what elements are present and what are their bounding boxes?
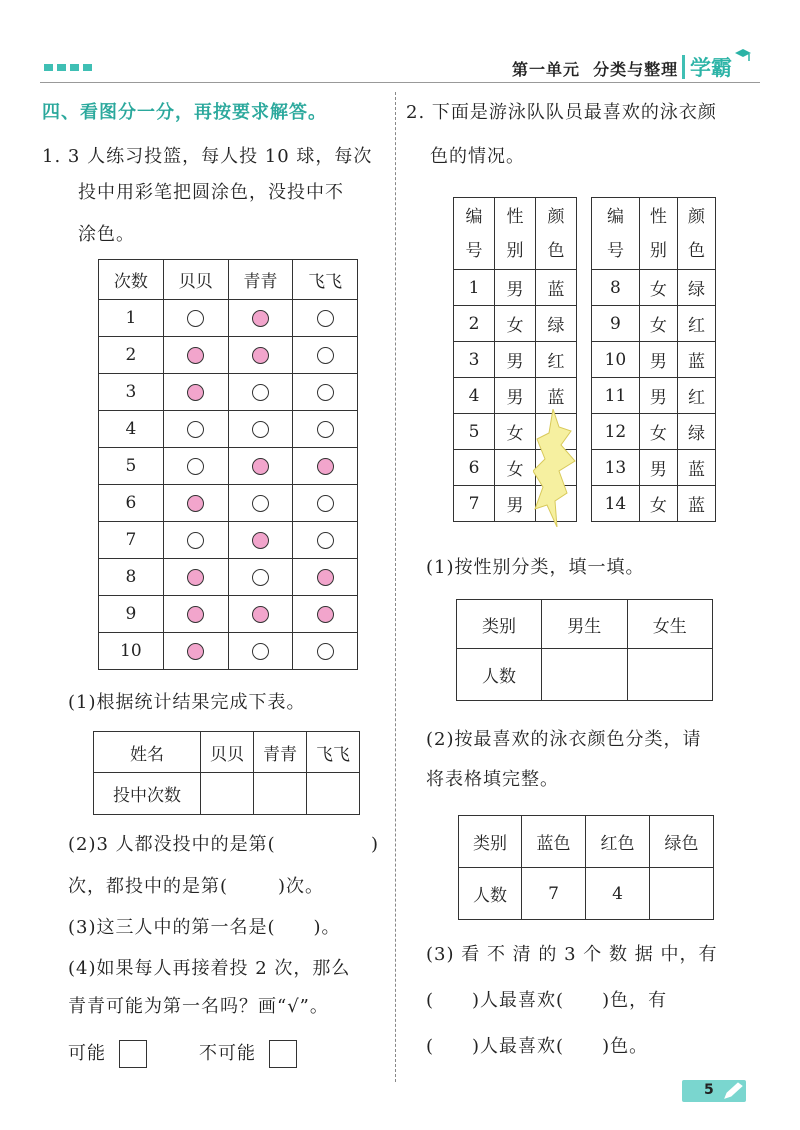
- roster-header-color: [536, 198, 577, 270]
- roster-header-number: [454, 198, 495, 270]
- roster-block: [453, 197, 716, 523]
- roster-header-char: 别: [649, 240, 667, 261]
- roster-cell-color: 绿: [536, 306, 577, 342]
- q2-sub2-b: 将表格填完整。: [426, 769, 559, 790]
- shot-row-number: 7: [99, 522, 164, 559]
- roster-cell-gender: 女: [495, 414, 536, 450]
- shot-cell-feifei: [293, 448, 358, 485]
- roster-row: [592, 378, 716, 414]
- roster-cell-color: 绿: [677, 414, 715, 450]
- torn-smudge-icon: [533, 409, 577, 527]
- empty-circle-icon[interactable]: [317, 643, 334, 660]
- empty-circle-icon[interactable]: [317, 532, 334, 549]
- shot-cell-feifei: [293, 559, 358, 596]
- empty-circle-icon[interactable]: [317, 310, 334, 327]
- empty-circle-icon[interactable]: [317, 421, 334, 438]
- q1-sub2-d: )次。: [278, 876, 325, 897]
- roster-header-char: 性: [649, 206, 667, 227]
- shot-row: [99, 337, 358, 374]
- summary-header-name: 姓名: [94, 732, 201, 773]
- roster-header-char: 颜: [547, 206, 565, 227]
- shot-row-number: 5: [99, 448, 164, 485]
- roster-header-color: [677, 198, 715, 270]
- empty-circle-icon[interactable]: [252, 421, 269, 438]
- roster-row: [592, 450, 716, 486]
- option-possible-label: 可能: [68, 1043, 106, 1064]
- q1-sub2-c: 次，都投中的是第(: [68, 876, 229, 897]
- shot-header-feifei: 飞飞: [293, 260, 358, 300]
- shot-header-qingqing: 青青: [228, 260, 293, 300]
- empty-circle-icon[interactable]: [252, 569, 269, 586]
- q1-text-1: 1. 3 人练习投篮，每人投 10 球，每次: [42, 146, 373, 167]
- color-value-red: 4: [586, 868, 650, 920]
- roster-cell-color: 蓝: [677, 450, 715, 486]
- roster-row: [592, 306, 716, 342]
- gender-header-female: 女生: [627, 600, 713, 649]
- roster-row: [592, 486, 716, 522]
- roster-cell-gender: 女: [495, 306, 536, 342]
- shot-row: [99, 448, 358, 485]
- roster-cell-gender: 男: [639, 378, 677, 414]
- shot-row-number: 2: [99, 337, 164, 374]
- shot-cell-feifei: [293, 485, 358, 522]
- shot-cell-beibei: [163, 559, 228, 596]
- option-impossible-label: 不可能: [199, 1043, 256, 1064]
- summary-header-feifei: 飞飞: [307, 732, 360, 773]
- shot-cell-qingqing: [228, 411, 293, 448]
- shot-cell-beibei: [163, 411, 228, 448]
- roster-cell-number: 13: [592, 450, 640, 486]
- shot-row: [99, 633, 358, 670]
- roster-cell-number: 2: [454, 306, 495, 342]
- roster-cell-gender: 男: [495, 342, 536, 378]
- shot-row: [99, 300, 358, 337]
- shot-row: [99, 485, 358, 522]
- roster-header-char: 号: [465, 240, 483, 261]
- shot-header-count: 次数: [99, 260, 164, 300]
- roster-cell-gender: 男: [495, 486, 536, 522]
- shot-cell-beibei: [163, 337, 228, 374]
- shot-row-number: 10: [99, 633, 164, 670]
- q2-sub1: (1)按性别分类，填一填。: [426, 557, 645, 578]
- roster-cell-gender: 男: [639, 342, 677, 378]
- roster-header-char: 颜: [687, 206, 705, 227]
- roster-cell-number: 3: [454, 342, 495, 378]
- shot-row-number: 3: [99, 374, 164, 411]
- roster-cell-gender: 女: [639, 306, 677, 342]
- roster-cell-gender: 男: [495, 270, 536, 306]
- shot-cell-feifei: [293, 596, 358, 633]
- roster-cell-gender: 女: [639, 486, 677, 522]
- roster-cell-gender: 男: [495, 378, 536, 414]
- shot-cell-feifei: [293, 411, 358, 448]
- q2-text-1: 2. 下面是游泳队队员最喜欢的泳衣颜: [406, 102, 717, 123]
- filled-circle-icon[interactable]: [252, 532, 269, 549]
- q1-sub3: (3)这三人中的第一名是( )。: [68, 917, 341, 938]
- roster-cell-number: 12: [592, 414, 640, 450]
- shot-row-number: 8: [99, 559, 164, 596]
- q2-text-2: 色的情况。: [430, 146, 525, 167]
- filled-circle-icon[interactable]: [317, 569, 334, 586]
- filled-circle-icon[interactable]: [187, 643, 204, 660]
- filled-circle-icon[interactable]: [317, 606, 334, 623]
- header-bar: [682, 55, 685, 79]
- q1-sub2-b: ): [371, 834, 380, 855]
- shot-cell-qingqing: [228, 374, 293, 411]
- roster-table-right: [591, 197, 716, 522]
- roster-cell-gender: 女: [495, 450, 536, 486]
- color-header-category: 类别: [459, 816, 522, 868]
- roster-cell-color: 红: [536, 342, 577, 378]
- roster-cell-color: 绿: [677, 270, 715, 306]
- filled-circle-icon[interactable]: [187, 569, 204, 586]
- filled-circle-icon[interactable]: [187, 606, 204, 623]
- color-table: [458, 815, 714, 920]
- shot-cell-qingqing: [228, 448, 293, 485]
- shot-row-number: 4: [99, 411, 164, 448]
- roster-cell-color: 红: [677, 306, 715, 342]
- empty-circle-icon[interactable]: [187, 532, 204, 549]
- color-header-blue: 蓝色: [522, 816, 586, 868]
- q1-sub4-b: 青青可能为第一名吗？画“√”。: [68, 996, 329, 1017]
- color-input-green[interactable]: [650, 868, 714, 920]
- roster-cell-color: 红: [677, 378, 715, 414]
- roster-cell-gender: 女: [639, 414, 677, 450]
- shot-cell-beibei: [163, 448, 228, 485]
- column-divider: [395, 92, 396, 1082]
- shot-cell-qingqing: [228, 633, 293, 670]
- roster-cell-number: 7: [454, 486, 495, 522]
- q1-text-2: 投中用彩笔把圆涂色，没投中不: [78, 182, 344, 203]
- shot-cell-beibei: [163, 300, 228, 337]
- q1-text-3: 涂色。: [78, 224, 135, 245]
- shot-cell-feifei: [293, 374, 358, 411]
- roster-cell-number: 5: [454, 414, 495, 450]
- roster-row: [592, 342, 716, 378]
- q2-sub3-a: (3) 看 不 清 的 3 个 数 据 中，有: [426, 944, 718, 965]
- shot-row: [99, 596, 358, 633]
- empty-circle-icon[interactable]: [317, 347, 334, 364]
- shot-cell-beibei: [163, 596, 228, 633]
- filled-circle-icon[interactable]: [252, 347, 269, 364]
- summary-header-qingqing: 青青: [254, 732, 307, 773]
- brand-logo: [690, 52, 732, 82]
- shot-cell-feifei: [293, 633, 358, 670]
- page-number: 5: [704, 1082, 714, 1098]
- q1-sub4-a: (4)如果每人再接着投 2 次，那么: [68, 958, 351, 979]
- empty-circle-icon[interactable]: [252, 643, 269, 660]
- gender-table: [456, 599, 713, 701]
- shot-row: [99, 559, 358, 596]
- roster-header-char: 号: [606, 240, 624, 261]
- gender-input-female[interactable]: [627, 649, 713, 701]
- shot-cell-qingqing: [228, 300, 293, 337]
- shot-record-table: [98, 259, 358, 670]
- empty-circle-icon[interactable]: [187, 310, 204, 327]
- header-unit-title: [512, 57, 678, 80]
- option-possible: [68, 1040, 147, 1068]
- empty-circle-icon[interactable]: [252, 495, 269, 512]
- roster-row: [592, 414, 716, 450]
- shot-row-number: 1: [99, 300, 164, 337]
- roster-cell-number: 11: [592, 378, 640, 414]
- roster-cell-gender: 男: [639, 450, 677, 486]
- filled-circle-icon[interactable]: [187, 495, 204, 512]
- checkbox-impossible[interactable]: [269, 1040, 297, 1068]
- shot-cell-feifei: [293, 300, 358, 337]
- shot-cell-beibei: [163, 485, 228, 522]
- header-unit: 第一单元: [512, 60, 581, 79]
- q2-sub3-c: ( )人最喜欢( )色。: [426, 1036, 649, 1057]
- shot-header-beibei: 贝贝: [163, 260, 228, 300]
- color-value-blue: 7: [522, 868, 586, 920]
- roster-header-char: 别: [506, 240, 524, 261]
- filled-circle-icon[interactable]: [252, 606, 269, 623]
- shot-cell-qingqing: [228, 337, 293, 374]
- roster-header-char: 编: [606, 206, 624, 227]
- roster-cell-color: 蓝: [677, 486, 715, 522]
- q1-sub1: (1)根据统计结果完成下表。: [68, 692, 306, 713]
- summary-row-label: 投中次数: [94, 773, 201, 815]
- roster-cell-color: 蓝: [536, 378, 577, 414]
- roster-header-char: 色: [547, 240, 565, 261]
- roster-header-row: [454, 198, 577, 270]
- shot-cell-qingqing: [228, 522, 293, 559]
- summary-table: [93, 731, 360, 815]
- q1-sub2-a: (2)3 人都没投中的是第(: [68, 834, 276, 855]
- filled-circle-icon[interactable]: [252, 458, 269, 475]
- roster-header-char: 性: [506, 206, 524, 227]
- filled-circle-icon[interactable]: [187, 384, 204, 401]
- summary-input-beibei[interactable]: [201, 773, 254, 815]
- page-number-badge: [682, 1080, 746, 1102]
- roster-cell-gender: 女: [639, 270, 677, 306]
- section-title: 四、看图分一分，再按要求解答。: [42, 102, 327, 123]
- checkbox-possible[interactable]: [119, 1040, 147, 1068]
- header-decoration: [44, 64, 92, 71]
- gender-input-male[interactable]: [542, 649, 628, 701]
- shot-cell-beibei: [163, 374, 228, 411]
- shot-row: [99, 411, 358, 448]
- shot-cell-beibei: [163, 633, 228, 670]
- roster-cell-number: 6: [454, 450, 495, 486]
- summary-input-qingqing[interactable]: [254, 773, 307, 815]
- roster-cell-color: 蓝: [536, 270, 577, 306]
- roster-cell-number: 4: [454, 378, 495, 414]
- empty-circle-icon[interactable]: [187, 458, 204, 475]
- filled-circle-icon[interactable]: [187, 347, 204, 364]
- gender-header-category: 类别: [457, 600, 542, 649]
- shot-row: [99, 374, 358, 411]
- color-row-label: 人数: [459, 868, 522, 920]
- grad-cap-icon: [734, 48, 752, 64]
- shot-row-number: 9: [99, 596, 164, 633]
- shot-cell-qingqing: [228, 596, 293, 633]
- brand-text: 学霸: [690, 56, 732, 80]
- color-header-red: 红色: [586, 816, 650, 868]
- roster-row: [454, 342, 577, 378]
- q2-sub2-a: (2)按最喜欢的泳衣颜色分类，请: [426, 729, 702, 750]
- shot-row-number: 6: [99, 485, 164, 522]
- roster-cell-color: 蓝: [677, 342, 715, 378]
- roster-header-char: 色: [687, 240, 705, 261]
- shot-cell-beibei: [163, 522, 228, 559]
- shot-cell-qingqing: [228, 559, 293, 596]
- gender-header-male: 男生: [542, 600, 628, 649]
- shot-cell-feifei: [293, 337, 358, 374]
- header-topic: 分类与整理: [593, 60, 679, 79]
- roster-row: [454, 306, 577, 342]
- option-impossible: [199, 1040, 297, 1068]
- roster-header-row: [592, 198, 716, 270]
- roster-header-gender: [639, 198, 677, 270]
- q2-sub3-b: ( )人最喜欢( )色，有: [426, 990, 668, 1011]
- summary-input-feifei[interactable]: [307, 773, 360, 815]
- roster-cell-number: 1: [454, 270, 495, 306]
- roster-cell-number: 8: [592, 270, 640, 306]
- roster-row: [454, 270, 577, 306]
- shot-cell-qingqing: [228, 485, 293, 522]
- color-header-green: 绿色: [650, 816, 714, 868]
- pencil-icon: [722, 1082, 744, 1100]
- shot-row: [99, 522, 358, 559]
- filled-circle-icon[interactable]: [252, 310, 269, 327]
- header-rule: [40, 82, 760, 83]
- gender-row-label: 人数: [457, 649, 542, 701]
- roster-header-char: 编: [465, 206, 483, 227]
- roster-cell-number: 14: [592, 486, 640, 522]
- shot-cell-feifei: [293, 522, 358, 559]
- empty-circle-icon[interactable]: [252, 384, 269, 401]
- empty-circle-icon[interactable]: [187, 421, 204, 438]
- filled-circle-icon[interactable]: [317, 458, 334, 475]
- roster-header-number: [592, 198, 640, 270]
- summary-header-beibei: 贝贝: [201, 732, 254, 773]
- empty-circle-icon[interactable]: [317, 495, 334, 512]
- roster-header-gender: [495, 198, 536, 270]
- roster-row: [592, 270, 716, 306]
- roster-cell-number: 9: [592, 306, 640, 342]
- empty-circle-icon[interactable]: [317, 384, 334, 401]
- roster-cell-number: 10: [592, 342, 640, 378]
